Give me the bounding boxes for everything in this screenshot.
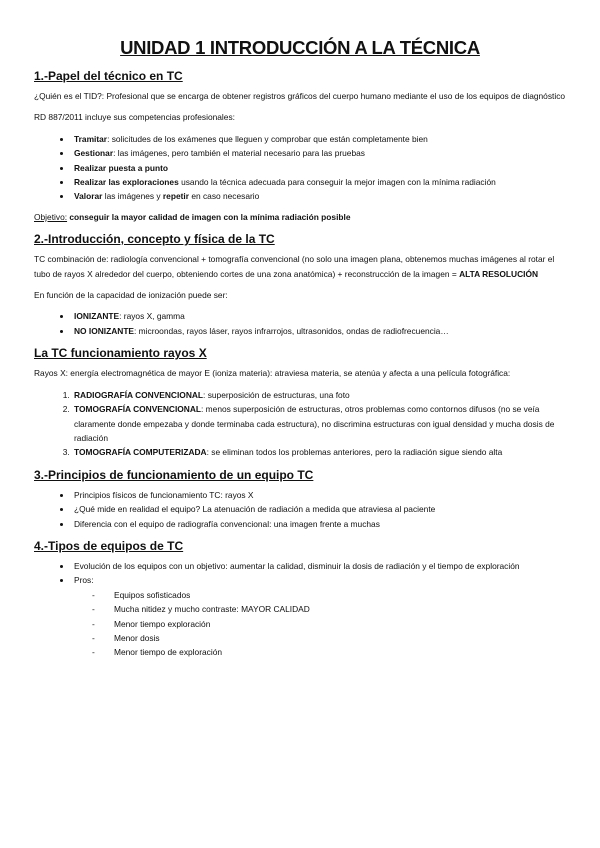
section-heading-2: 2.-Introducción, concepto y física de la TC [34, 232, 275, 247]
list-item: - Menor tiempo exploración [92, 617, 566, 631]
list-item: • IONIZANTE: rayos X, gamma [72, 309, 566, 323]
list-item: • Pros: - Equipos sofisticados - Mucha nitidez y mucho contraste: MAYOR CALIDAD - Menor tiempo exploración - Menor dosis - Menor tiempo de exploración [72, 573, 566, 659]
list-item: • Tramitar: solicitudes de los exámenes que lleguen y comprobar que están completamente bien [72, 132, 566, 146]
paragraph-tc-combinacion: TC combinación de: radiología convencional + tomografía convencional (no solo una imagen plana, obtenemos muchas imágenes al rotar el tubo de rayos X alrededor del cuerpo, obteniendo cortes de una zona anatómica) + reconstrucción de la imagen = ALTA RESOLUCIÓN [34, 254, 555, 279]
principios-list [34, 488, 566, 531]
ionizacion-list [34, 309, 566, 338]
list-item: 2. TOMOGRAFÍA CONVENCIONAL: menos superposición de estructuras, otros problemas como contornos difusos (no se veía claramente donde empezaba y donde terminaba cada estructura), no discrimina estructuras con igual densidad y mucha dosis de radiación [72, 402, 566, 445]
list-item: • Realizar las exploraciones usando la técnica adecuada para conseguir la mejor imagen con la mínima radiación [72, 175, 566, 189]
list-item: • Valorar las imágenes y repetir en caso necesario [72, 189, 566, 203]
tecnicas-list [34, 388, 566, 460]
list-item: - Equipos sofisticados [92, 588, 566, 602]
list-item: • Realizar puesta a punto [72, 161, 566, 175]
objetivo-line [34, 210, 566, 224]
objetivo-label: Objetivo: [34, 211, 68, 222]
list-item: 1. RADIOGRAFÍA CONVENCIONAL: superposición de estructuras, una foto [72, 388, 566, 402]
list-item: • ¿Qué mide en realidad el equipo? La atenuación de radiación a medida que atraviesa al paciente [72, 502, 566, 516]
list-item: - Menor tiempo de exploración [92, 645, 566, 659]
section-heading-4: 4.-Tipos de equipos de TC [34, 538, 184, 553]
list-item: • Gestionar: las imágenes, pero también el material necesario para las pruebas [72, 146, 566, 160]
list-item: - Menor dosis [92, 631, 566, 645]
objetivo-text: conseguir la mayor calidad de imagen con la mínima radiación posible [67, 211, 351, 222]
section-heading-1: 1.-Papel del técnico en TC [34, 69, 183, 83]
pros-list [74, 588, 566, 660]
page-title: UNIDAD 1 INTRODUCCIÓN A LA TÉCNICA [120, 37, 480, 58]
competencias-list [34, 132, 566, 204]
list-item: - Mucha nitidez y mucho contraste: MAYOR CALIDAD [92, 602, 566, 616]
section-heading-3: 3.-Principios de funcionamiento de un equipo TC [34, 467, 314, 482]
list-item: • Evolución de los equipos con un objetivo: aumentar la calidad, disminuir la dosis de radiación y el tiempo de exploración [72, 559, 566, 573]
paragraph-rd: RD 887/2011 incluye sus competencias profesionales: [34, 112, 235, 123]
paragraph-ionizacion: En función de la capacidad de ionización puede ser: [34, 290, 228, 301]
list-item: 3. TOMOGRAFÍA COMPUTERIZADA: se eliminan todos los problemas anteriores, pero la radiación sigue siendo alta [72, 445, 566, 459]
list-item: • Principios físicos de funcionamiento TC: rayos X [72, 488, 566, 502]
section-heading-rayos-x: La TC funcionamiento rayos X [34, 346, 207, 361]
tipos-list [34, 559, 566, 660]
list-item: • NO IONIZANTE: microondas, rayos láser, rayos infrarrojos, ultrasonidos, ondas de radiofrecuencia… [72, 324, 566, 338]
list-item: • Diferencia con el equipo de radiografía convencional: una imagen frente a muchas [72, 517, 566, 531]
paragraph-tid: ¿Quién es el TID?: Profesional que se encarga de obtener registros gráficos del cuerpo humano mediante el uso de los equipos de diagnóstico [34, 91, 566, 101]
paragraph-rayos-x: Rayos X: energía electromagnética de mayor E (ioniza materia): atraviesa materia, se atenúa y afecta a una película fotográfica: [34, 368, 511, 379]
